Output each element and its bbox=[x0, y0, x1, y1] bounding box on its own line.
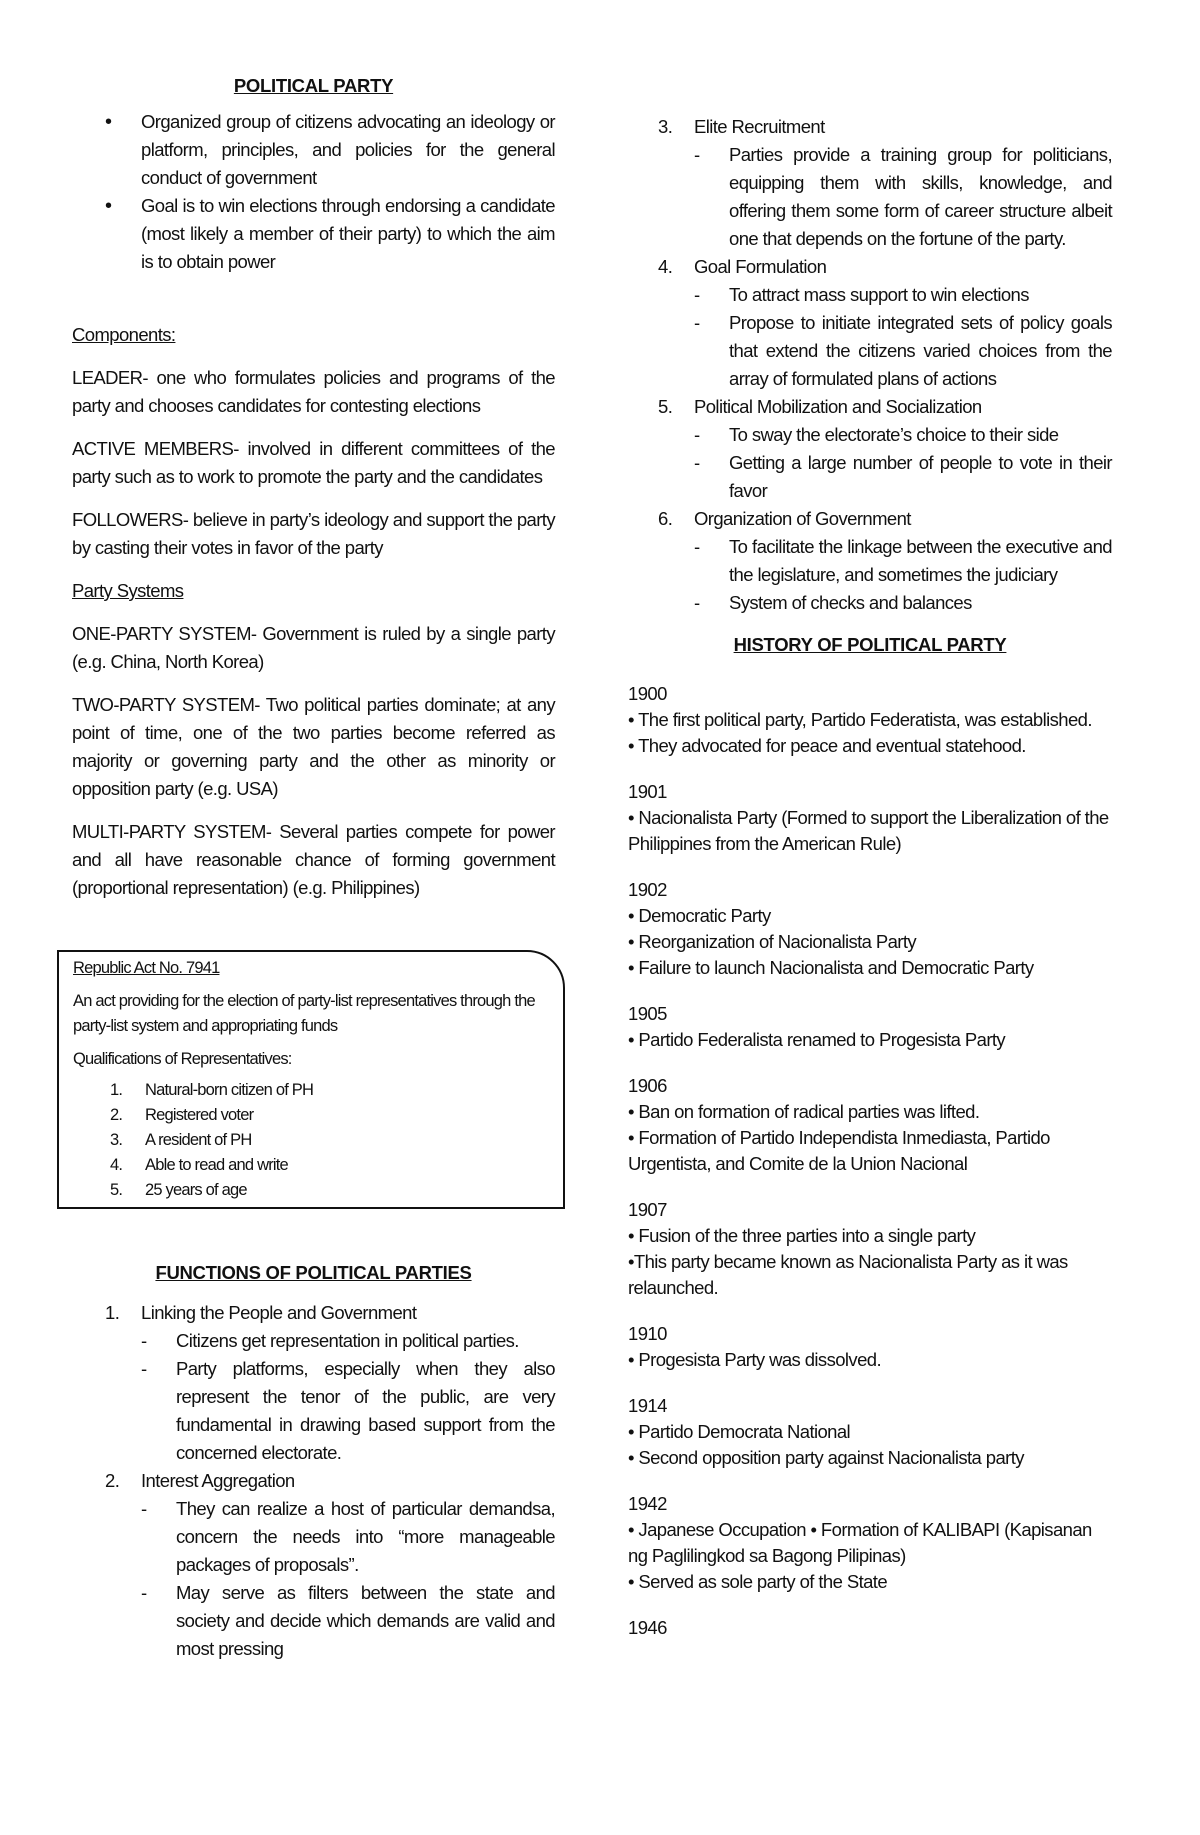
left-column bbox=[72, 72, 555, 1663]
history-timeline bbox=[628, 681, 1112, 1641]
history-year: 1901 bbox=[628, 781, 667, 802]
functions-list-continued bbox=[625, 113, 1112, 617]
qualification-item: 5. 25 years of age bbox=[110, 1181, 247, 1199]
ra-qualifications-heading: Qualifications of Representatives: bbox=[73, 1050, 292, 1068]
function-label: Interest Aggregation bbox=[141, 1470, 295, 1491]
history-item: • Partido Democrata National bbox=[628, 1421, 851, 1442]
qualification-item: 4. Able to read and write bbox=[110, 1156, 288, 1174]
history-item: • They advocated for peace and eventual statehood. bbox=[628, 735, 1026, 756]
function-point: - Propose to initiate integrated sets of policy goals that extend the citizens varied choices from the array of formulated plans of actions bbox=[694, 309, 1112, 393]
history-entry bbox=[628, 681, 1112, 759]
republic-act-box bbox=[57, 950, 565, 1209]
function-label: Goal Formulation bbox=[694, 256, 827, 277]
ra-qualifications-list bbox=[73, 1078, 551, 1203]
system-two-party: TWO-PARTY SYSTEM- Two political parties dominate; at any point of time, one of the two parties become referred as majority or governing party and the other as minority or opposition party (e.g. USA) bbox=[72, 694, 555, 799]
function-label: Elite Recruitment bbox=[694, 116, 825, 137]
history-year: 1900 bbox=[628, 683, 667, 704]
history-year: 1906 bbox=[628, 1075, 667, 1096]
page-title: POLITICAL PARTY bbox=[233, 75, 394, 96]
component-leader: LEADER- one who formulates policies and programs of the party and chooses candidates for contesting elections bbox=[72, 367, 555, 416]
history-year: 1907 bbox=[628, 1199, 667, 1220]
ra-heading: Republic Act No. 7941 bbox=[73, 959, 220, 977]
function-point: - Getting a large number of people to vote in their favor bbox=[694, 449, 1112, 505]
components-heading: Components: bbox=[72, 324, 176, 345]
history-year: 1946 bbox=[628, 1617, 667, 1638]
functions-title: FUNCTIONS OF POLITICAL PARTIES bbox=[155, 1262, 472, 1283]
history-entry bbox=[628, 1393, 1112, 1471]
system-one-party: ONE-PARTY SYSTEM- Government is ruled by a single party (e.g. China, North Korea) bbox=[72, 623, 555, 672]
history-entry bbox=[628, 1001, 1112, 1053]
function-point: - They can realize a host of particular demandsa, concern the needs into “more manageable packages of proposals”. bbox=[141, 1495, 555, 1579]
history-item: • Nacionalista Party (Formed to support the Liberalization of the Philippines from the American Rule) bbox=[628, 807, 1109, 854]
history-entry bbox=[628, 1615, 1112, 1641]
history-item: • Formation of Partido Independista Inmediasta, Partido Urgentista, and Comite de la Union Nacional bbox=[628, 1127, 1050, 1174]
function-item: 1. Linking the People and Government - Citizens get representation in political parties. - Party platforms, especially when they also represent the tenor of the public, are very fundamental in drawing based support from the concerned electorate. bbox=[72, 1299, 555, 1467]
history-entry bbox=[628, 779, 1112, 857]
function-label: Organization of Government bbox=[694, 508, 911, 529]
function-point: - To facilitate the linkage between the executive and the legislature, and sometimes the judiciary bbox=[694, 533, 1112, 589]
component-active-members: ACTIVE MEMBERS- involved in different committees of the party such as to work to promote the party and the candidates bbox=[72, 438, 555, 487]
function-point: - Parties provide a training group for politicians, equipping them with skills, knowledge, and offering them some form of career structure albeit one that depends on the fortune of the party. bbox=[694, 141, 1112, 253]
history-entry bbox=[628, 877, 1112, 981]
history-item: • Democratic Party bbox=[628, 905, 771, 926]
qualification-item: 3. A resident of PH bbox=[110, 1131, 252, 1149]
party-systems-heading: Party Systems bbox=[72, 580, 184, 601]
function-item: 3. Elite Recruitment - Parties provide a training group for politicians, equipping them with skills, knowledge, and offering them some form of career structure albeit one that depends on the fortune of the party. bbox=[625, 113, 1112, 253]
function-item: 6. Organization of Government - To facilitate the linkage between the executive and the legislature, and sometimes the judiciary - System of checks and balances bbox=[625, 505, 1112, 617]
history-item: • Reorganization of Nacionalista Party bbox=[628, 931, 917, 952]
qualification-item: 1. Natural-born citizen of PH bbox=[110, 1081, 314, 1099]
intro-bullet: • Goal is to win elections through endorsing a candidate (most likely a member of their party) to which the aim is to obtain power bbox=[72, 192, 555, 276]
qualification-item: 2. Registered voter bbox=[110, 1106, 254, 1124]
history-item: •This party became known as Nacionalista Party as it was relaunched. bbox=[628, 1251, 1068, 1298]
history-year: 1902 bbox=[628, 879, 667, 900]
intro-bullet: • Organized group of citizens advocating an ideology or platform, principles, and policies for the general conduct of government bbox=[72, 108, 555, 192]
history-item: • Japanese Occupation • Formation of KALIBAPI (Kapisanan ng Paglilingkod sa Bagong Pilipinas) bbox=[628, 1519, 1092, 1566]
function-point: - Party platforms, especially when they also represent the tenor of the public, are very fundamental in drawing based support from the concerned electorate. bbox=[141, 1355, 555, 1467]
function-point: - To attract mass support to win elections bbox=[694, 281, 1112, 309]
function-item: 5. Political Mobilization and Socialization - To sway the electorate’s choice to their side - Getting a large number of people to vote in their favor bbox=[625, 393, 1112, 505]
function-point: - To sway the electorate’s choice to their side bbox=[694, 421, 1112, 449]
function-label: Political Mobilization and Socialization bbox=[694, 396, 982, 417]
history-year: 1910 bbox=[628, 1323, 667, 1344]
history-entry bbox=[628, 1197, 1112, 1301]
history-year: 1905 bbox=[628, 1003, 667, 1024]
right-column bbox=[628, 113, 1112, 1661]
history-title: HISTORY OF POLITICAL PARTY bbox=[733, 634, 1007, 655]
function-point: - System of checks and balances bbox=[694, 589, 1112, 617]
history-item: • Second opposition party against Nacionalista party bbox=[628, 1447, 1024, 1468]
history-item: • The first political party, Partido Federatista, was established. bbox=[628, 709, 1092, 730]
function-point: - May serve as filters between the state and society and decide which demands are valid and most pressing bbox=[141, 1579, 555, 1663]
history-item: • Ban on formation of radical parties was lifted. bbox=[628, 1101, 980, 1122]
history-item: • Served as sole party of the State bbox=[628, 1571, 888, 1592]
history-item: • Fusion of the three parties into a single party bbox=[628, 1225, 976, 1246]
history-item: • Progesista Party was dissolved. bbox=[628, 1349, 881, 1370]
history-entry bbox=[628, 1073, 1112, 1177]
function-point: - Citizens get representation in political parties. bbox=[141, 1327, 555, 1355]
history-year: 1914 bbox=[628, 1395, 667, 1416]
component-followers: FOLLOWERS- believe in party’s ideology and support the party by casting their votes in favor of the party bbox=[72, 509, 555, 558]
history-year: 1942 bbox=[628, 1493, 667, 1514]
history-item: • Partido Federalista renamed to Progesista Party bbox=[628, 1029, 1006, 1050]
system-multi-party: MULTI-PARTY SYSTEM- Several parties compete for power and all have reasonable chance of forming government (proportional representation) (e.g. Philippines) bbox=[72, 821, 555, 898]
function-label: Linking the People and Government bbox=[141, 1302, 417, 1323]
history-item: • Failure to launch Nacionalista and Democratic Party bbox=[628, 957, 1034, 978]
history-entry bbox=[628, 1321, 1112, 1373]
ra-description: An act providing for the election of party-list representatives through the party-list system and appropriating funds bbox=[73, 992, 535, 1035]
intro-bullet-list bbox=[72, 108, 555, 276]
function-item: 4. Goal Formulation - To attract mass support to win elections - Propose to initiate integrated sets of policy goals that extend the citizens varied choices from the array of formulated plans of actions bbox=[625, 253, 1112, 393]
functions-list bbox=[72, 1299, 555, 1663]
function-item: 2. Interest Aggregation - They can realize a host of particular demandsa, concern the needs into “more manageable packages of proposals”. - May serve as filters between the state and society and decide which demands are valid and most pressing bbox=[72, 1467, 555, 1663]
history-entry bbox=[628, 1491, 1112, 1595]
